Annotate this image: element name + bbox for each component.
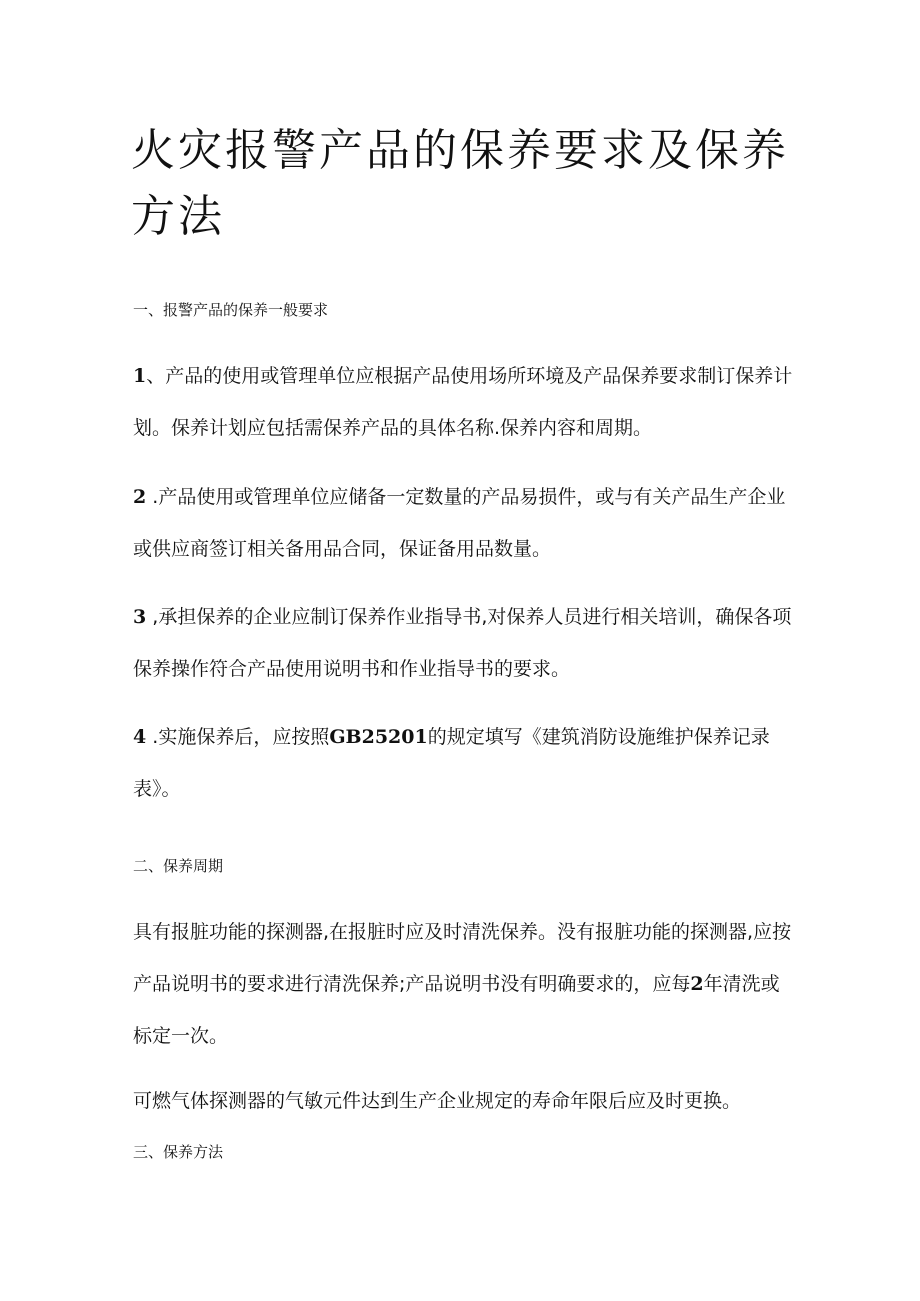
item-number: 4	[133, 726, 147, 748]
item-text: 、产品的使用或管理单位应根据产品使用场所环境及产品保养要求制订保养计划。保养计划应包括需保养产品的具体名称.保养内容和周期。	[133, 365, 793, 439]
list-item	[133, 350, 793, 454]
item-text-after: 的规定填写《建筑消防设施维护保养记录表》。	[133, 726, 770, 800]
paragraph-number: 2	[690, 973, 704, 995]
cycle-paragraph	[133, 906, 793, 1062]
item-text-before: .实施保养后，应按照	[146, 726, 330, 748]
list-item	[133, 591, 793, 695]
list-item	[133, 711, 793, 815]
item-text: .产品使用或管理单位应储备一定数量的产品易损件，或与有关产品生产企业或供应商签订相关备用品合同，保证备用品数量。	[133, 486, 786, 560]
item-number: 3	[133, 606, 147, 628]
section-heading-method: 三、保养方法	[133, 1143, 224, 1161]
section-heading-cycle: 二、保养周期	[133, 857, 224, 875]
item-number: 1	[133, 365, 147, 387]
section-heading-general: 一、报警产品的保养一般要求	[133, 301, 329, 319]
standard-code: GB25201	[329, 726, 428, 748]
document-title: 火灾报警产品的保养要求及保养方法	[131, 125, 789, 242]
paragraph-text-before: 具有报脏功能的探测器,在报脏时应及时清洗保养。没有报脏功能的探测器,应按产品说明书的要求进行清洗保养;产品说明书没有明确要求的，应每	[133, 921, 792, 995]
list-item	[133, 471, 793, 575]
item-text: ,承担保养的企业应制订保养作业指导书,对保养人员进行相关培训，确保各项保养操作符合产品使用说明书和作业指导书的要求。	[133, 606, 792, 680]
item-number: 2	[133, 486, 147, 508]
paragraph-text-after: 年清洗或标定一次。	[133, 973, 780, 1047]
gas-detector-paragraph: 可燃气体探测器的气敏元件达到生产企业规定的寿命年限后应及时更换。	[133, 1090, 742, 1112]
